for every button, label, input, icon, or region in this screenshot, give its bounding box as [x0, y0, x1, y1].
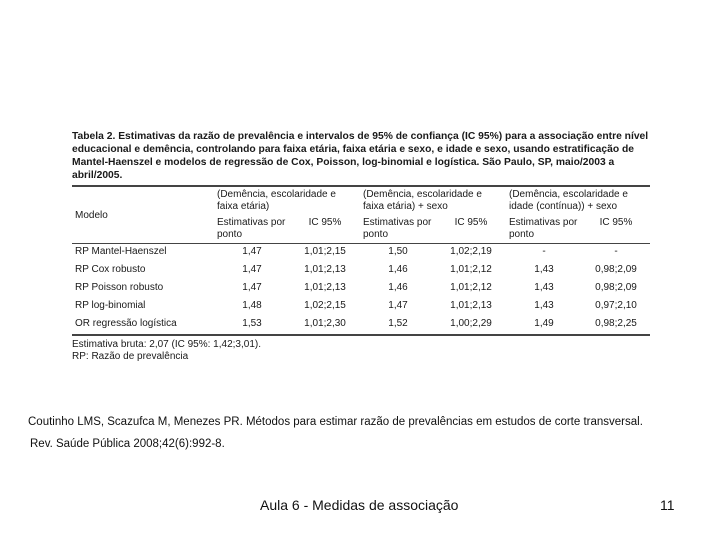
group-header-3: (Demência, escolaridade e idade (contínua)) + sexo [509, 189, 628, 212]
table-cell: 1,43 [534, 264, 554, 275]
citation-line-2: Rev. Saúde Pública 2008;42(6):992-8. [30, 438, 225, 450]
table-cell: 1,02;2,15 [304, 300, 346, 311]
table-cell: 1,00;2,29 [450, 318, 492, 329]
table-cell: - [614, 246, 618, 257]
table-cell: 0,98;2,09 [595, 282, 637, 293]
table-row [72, 244, 650, 263]
table-cell: 1,47 [242, 264, 262, 275]
table-row [72, 262, 650, 280]
table-cell: 1,01;2,13 [304, 264, 346, 275]
slide-footer-title: Aula 6 - Medidas de associação [260, 497, 459, 513]
table-cell: 1,01;2,15 [304, 246, 346, 257]
column-header-model: Modelo [72, 186, 214, 244]
group-header-1: (Demência, escolaridade e faixa etária) [217, 189, 336, 212]
table-cell: 1,49 [534, 318, 554, 329]
table-cell: - [542, 246, 546, 257]
table-cell: 1,43 [534, 300, 554, 311]
table-cell: 1,47 [242, 246, 262, 257]
table-cell: 1,43 [534, 282, 554, 293]
caption-text: Estimativas da razão de prevalência e intervalos de 95% de confiança (IC 95%) para a associação entre nível educacional e demência, controlando para faixa etária, faixa etária e sexo, e idade e sexo, usando estratificação de Mantel-Haenszel e modelos de regressão de Cox, Poisson, log-binomial e logística. São Paulo, SP, maio/2003 a abril/2005. [72, 131, 649, 181]
table-cell: 1,01;2,13 [304, 282, 346, 293]
table-cell: 1,53 [242, 318, 262, 329]
table-cell: 1,46 [388, 282, 408, 293]
subheader-estimate: Estimativas por ponto [506, 214, 582, 244]
prevalence-ratio-table [72, 185, 650, 336]
subheader-ci: IC 95% [290, 214, 360, 244]
table-cell: 1,47 [242, 282, 262, 293]
table-cell: 1,02;2,19 [450, 246, 492, 257]
subheader-estimate: Estimativas por ponto [360, 214, 436, 244]
table-cell: 1,50 [388, 246, 408, 257]
row-model: RP Poisson robusto [75, 282, 164, 293]
table-cell: 1,46 [388, 264, 408, 275]
table-cell: 1,01;2,30 [304, 318, 346, 329]
footnote-abbreviation: RP: Razão de prevalência [72, 351, 189, 362]
caption-label: Tabela 2. [72, 131, 116, 142]
table-cell: 0,97;2,10 [595, 300, 637, 311]
table-cell: 1,47 [388, 300, 408, 311]
table-row [72, 316, 650, 335]
table-cell: 0,98;2,09 [595, 264, 637, 275]
footnote-crude-estimate: Estimativa bruta: 2,07 (IC 95%: 1,42;3,01). [72, 339, 261, 350]
table-cell: 0,98;2,25 [595, 318, 637, 329]
citation-line-1: Coutinho LMS, Scazufca M, Menezes PR. Métodos para estimar razão de prevalências em estudos de corte transversal. [28, 416, 643, 428]
table-cell: 1,01;2,13 [450, 300, 492, 311]
table-cell: 1,52 [388, 318, 408, 329]
subheader-estimate: Estimativas por ponto [214, 214, 290, 244]
row-model: RP log-binomial [75, 300, 146, 311]
table-cell: 1,48 [242, 300, 262, 311]
table-figure [72, 130, 652, 363]
row-model: OR regressão logística [75, 318, 177, 329]
page-number: 11 [660, 497, 675, 513]
group-header-2: (Demência, escolaridade e faixa etária) + sexo [363, 189, 482, 212]
subheader-ci: IC 95% [436, 214, 506, 244]
row-model: RP Cox robusto [75, 264, 146, 275]
table-caption [72, 130, 652, 182]
table-row [72, 280, 650, 298]
table-cell: 1,01;2,12 [450, 264, 492, 275]
subheader-ci: IC 95% [582, 214, 650, 244]
row-model: RP Mantel-Haenszel [75, 246, 167, 257]
table-cell: 1,01;2,12 [450, 282, 492, 293]
table-row [72, 298, 650, 316]
